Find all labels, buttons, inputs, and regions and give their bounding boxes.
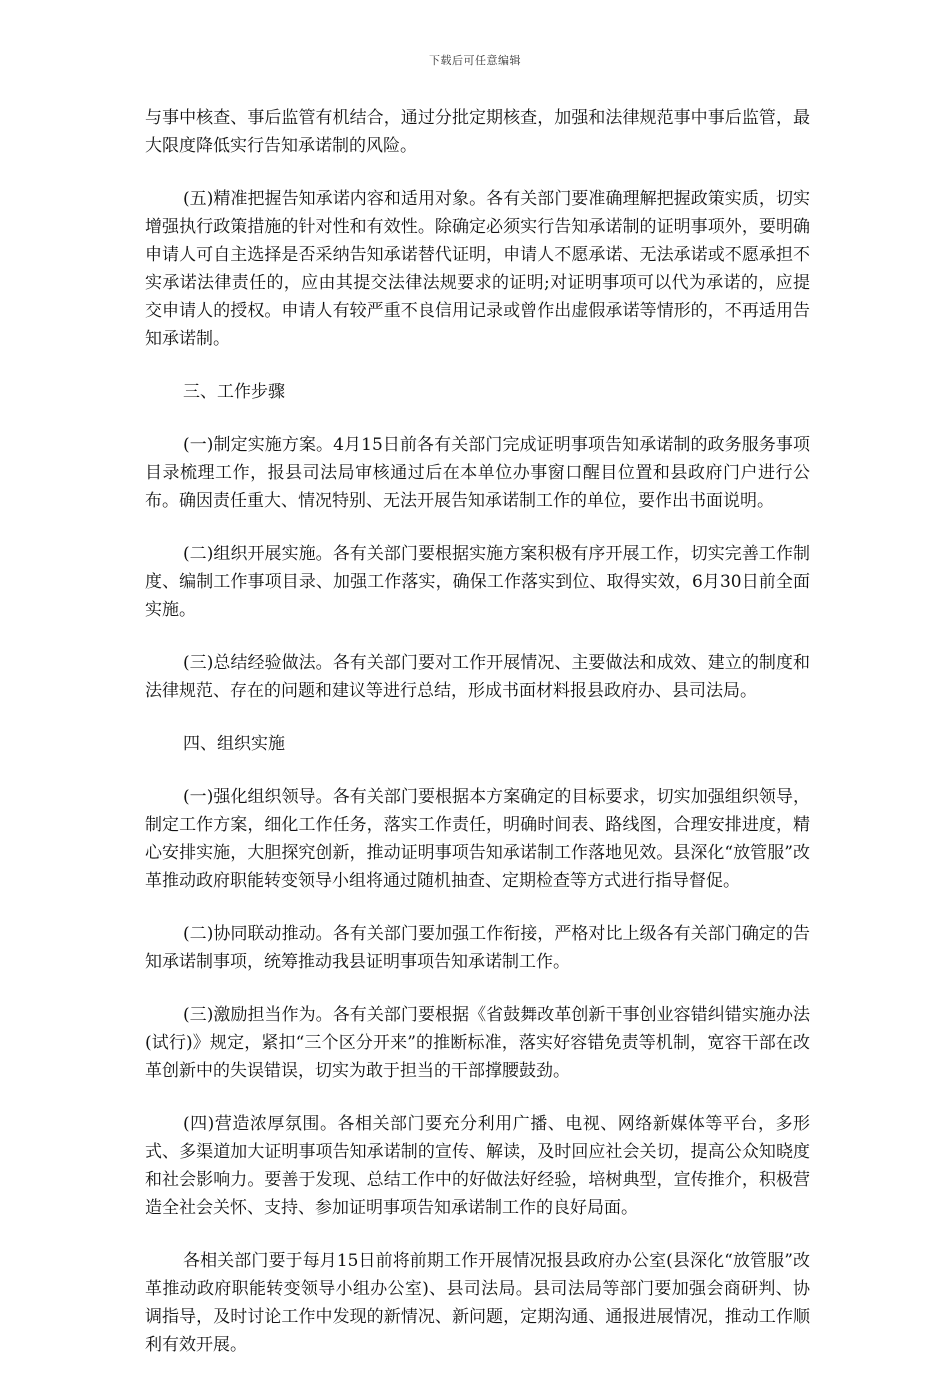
section-heading-organization: 四、组织实施	[183, 734, 285, 754]
paragraph-org-three: (三)激励担当作为。各有关部门要根据《省鼓舞改革创新干事创业容错纠错实施办法(试行)》规定，紧扣“三个区分开来”的推断标准，落实好容错免责等机制，宽容干部在改革创新中的失误错误，切实为敢于担当的干部撑腰鼓劲。	[145, 1005, 810, 1081]
paragraph-item-five: (五)精准把握告知承诺内容和适用对象。各有关部门要准确理解把握政策实质，切实增强执行政策措施的针对性和有效性。除确定必须实行告知承诺制的证明事项外，要明确申请人可自主选择是否采纳告知承诺替代证明，申请人不愿承诺、无法承诺或不愿承担不实承诺法律责任的，应由其提交法律法规要求的证明;对证明事项可以代为承诺的，应提交申请人的授权。申请人有较严重不良信用记录或曾作出虚假承诺等情形的，不再适用告知承诺制。	[145, 189, 810, 349]
paragraph-step-one: (一)制定实施方案。4月15日前各有关部门完成证明事项告知承诺制的政务服务事项目录梳理工作，报县司法局审核通过后在本单位办事窗口醒目位置和县政府门户进行公布。确因责任重大、情况特别、无法开展告知承诺制工作的单位，要作出书面说明。	[145, 435, 810, 511]
paragraph-continuation: 与事中核查、事后监管有机结合，通过分批定期核查，加强和法律规范事中事后监管，最大限度降低实行告知承诺制的风险。	[145, 108, 810, 156]
section-heading-work-steps: 三、工作步骤	[183, 382, 285, 402]
paragraph-org-one: (一)强化组织领导。各有关部门要根据本方案确定的目标要求，切实加强组织领导，制定工作方案，细化工作任务，落实工作责任，明确时间表、路线图，合理安排进度，精心安排实施，大胆探究创新，推动证明事项告知承诺制工作落地见效。县深化“放管服”改革推动政府职能转变领导小组将通过随机抽查、定期检查等方式进行指导督促。	[145, 787, 810, 891]
paragraph-closing: 各相关部门要于每月15日前将前期工作开展情况报县政府办公室(县深化“放管服”改革推动政府职能转变领导小组办公室)、县司法局。县司法局等部门要加强会商研判、协调指导，及时讨论工作中发现的新情况、新问题，定期沟通、通报进展情况，推动工作顺利有效开展。	[145, 1251, 810, 1355]
paragraph-org-two: (二)协同联动推动。各有关部门要加强工作衔接，严格对比上级各有关部门确定的告知承诺制事项，统筹推动我县证明事项告知承诺制工作。	[145, 924, 810, 972]
page-header: 下载后可任意编辑	[429, 54, 521, 67]
document-body	[145, 104, 810, 1384]
paragraph-step-three: (三)总结经验做法。各有关部门要对工作开展情况、主要做法和成效、建立的制度和法律规范、存在的问题和建议等进行总结，形成书面材料报县政府办、县司法局。	[145, 653, 810, 701]
paragraph-org-four: (四)营造浓厚氛围。各相关部门要充分利用广播、电视、网络新媒体等平台，多形式、多渠道加大证明事项告知承诺制的宣传、解读，及时回应社会关切，提高公众知晓度和社会影响力。要善于发现、总结工作中的好做法好经验，培树典型，宣传推介，积极营造全社会关怀、支持、参加证明事项告知承诺制工作的良好局面。	[145, 1114, 810, 1218]
paragraph-step-two: (二)组织开展实施。各有关部门要根据实施方案积极有序开展工作，切实完善工作制度、编制工作事项目录、加强工作落实，确保工作落实到位、取得实效，6月30日前全面实施。	[145, 544, 810, 620]
